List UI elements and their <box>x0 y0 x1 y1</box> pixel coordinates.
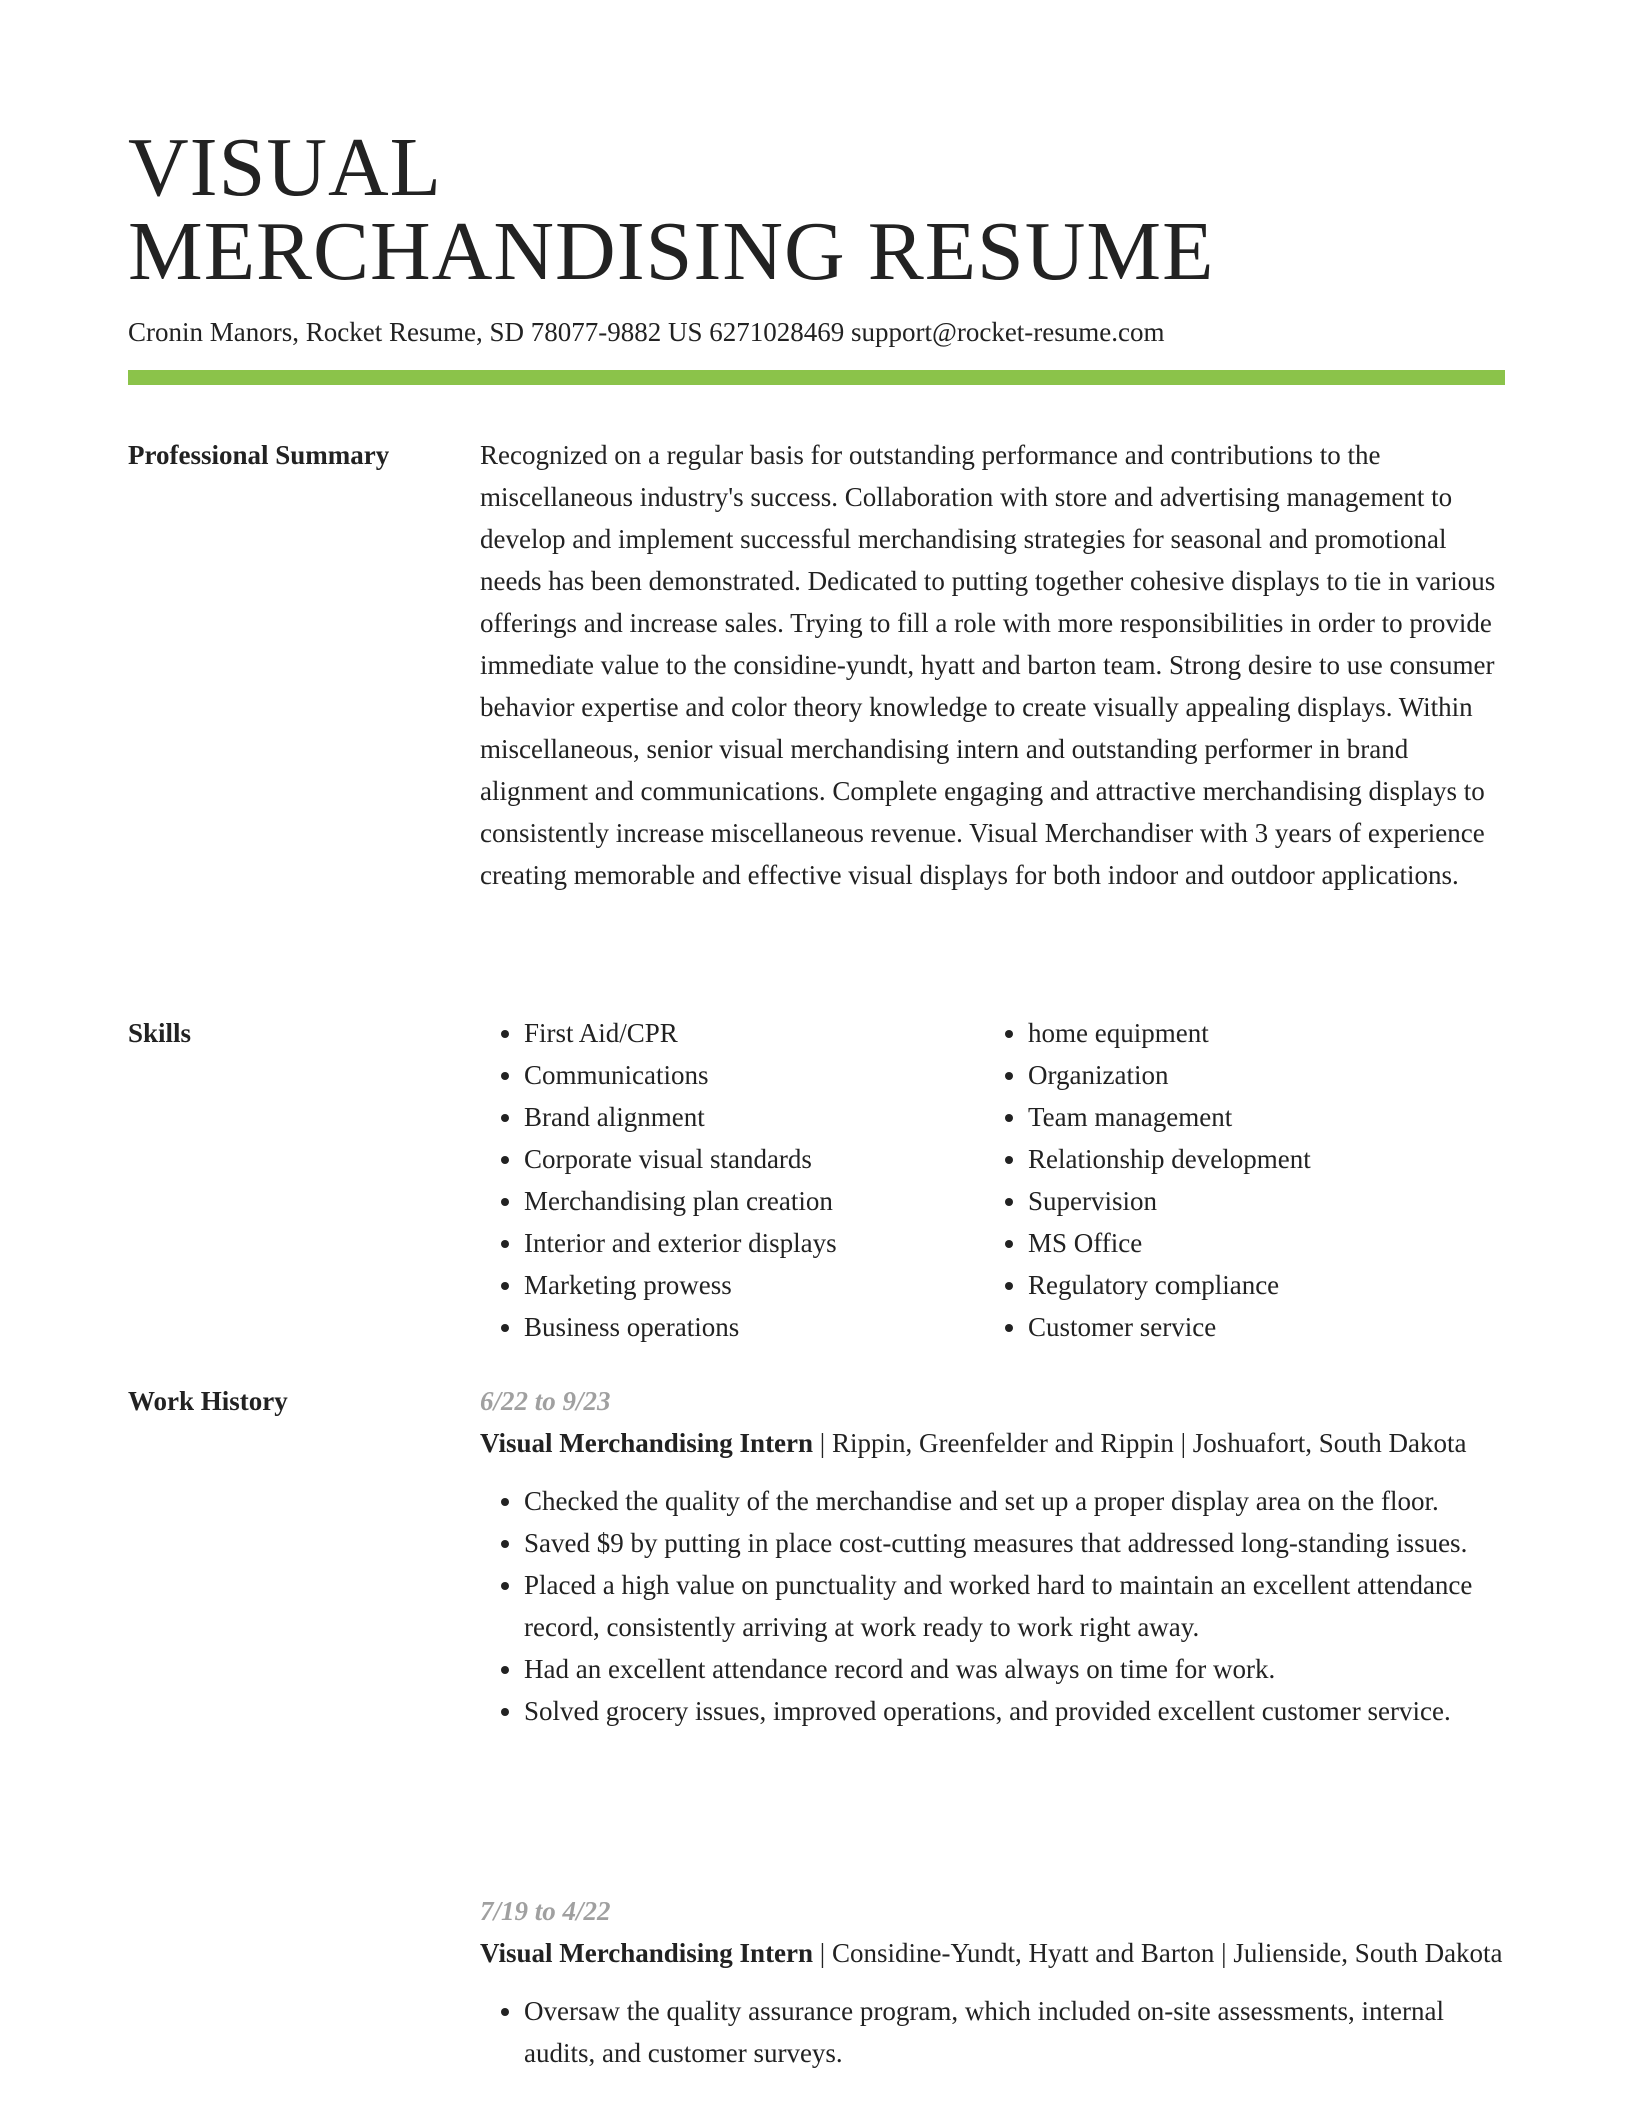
skills-label: Skills <box>128 1018 192 1048</box>
title-line-1: VISUAL <box>128 121 442 214</box>
skill-item: • Brand alignment <box>524 1096 980 1138</box>
job-bullet: • Saved $9 by putting in place cost-cutting measures that addressed long-standing issues. <box>524 1522 1506 1564</box>
summary-text: Recognized on a regular basis for outstanding performance and contributions to the miscellaneous industry's success. Collaboration with store and advertising management to develop and implement successful merchandising strategies for seasonal and promotional needs has been demonstrated. Dedicated to putting together cohesive displays to tie in various offerings and increase sales. Trying to fill a role with more responsibilities in order to provide immediate value to the considine-yundt, hyatt and barton team. Strong desire to use consumer behavior expertise and color theory knowledge to create visually appealing displays. Within miscellaneous, senior visual merchandising intern and outstanding performer in brand alignment and communications. Complete engaging and attractive merchandising displays to consistently increase miscellaneous revenue. Visual Merchandiser with 3 years of experience creating memorable and effective visual displays for both indoor and outdoor applications. <box>480 440 1496 890</box>
skill-item: • Interior and exterior displays <box>524 1222 980 1264</box>
skills-column-left <box>480 1012 980 1348</box>
skill-item: • MS Office <box>1028 1222 1484 1264</box>
job-entry-1 <box>480 1380 1506 1732</box>
job-title: Visual Merchandising Intern <box>480 1428 814 1458</box>
title-line-2: MERCHANDISING RESUME <box>128 205 1215 298</box>
job-dates: 7/19 to 4/22 <box>480 1896 611 1926</box>
skill-item: • Business operations <box>524 1306 980 1348</box>
skill-item: • First Aid/CPR <box>524 1012 980 1054</box>
skills-column-right <box>984 1012 1484 1348</box>
skill-item: • Marketing prowess <box>524 1264 980 1306</box>
job-bullet: • Checked the quality of the merchandise and set up a proper display area on the floor. <box>524 1480 1506 1522</box>
summary-section <box>480 434 1506 896</box>
job-details: | Rippin, Greenfelder and Rippin | Joshuafort, South Dakota <box>813 1428 1467 1458</box>
job-dates: 6/22 to 9/23 <box>480 1386 611 1416</box>
job-heading <box>480 1932 1506 1974</box>
skill-item: • home equipment <box>1028 1012 1484 1054</box>
job-bullet: • Solved grocery issues, improved operations, and provided excellent customer service. <box>524 1690 1506 1732</box>
skill-item: • Team management <box>1028 1096 1484 1138</box>
job-title: Visual Merchandising Intern <box>480 1938 814 1968</box>
job-details: | Considine-Yundt, Hyatt and Barton | Julienside, South Dakota <box>813 1938 1503 1968</box>
skill-item: • Supervision <box>1028 1180 1484 1222</box>
job-bullet: • Placed a high value on punctuality and worked hard to maintain an excellent attendance record, consistently arriving at work ready to work right away. <box>524 1564 1506 1648</box>
accent-divider <box>128 370 1505 385</box>
skill-item: • Communications <box>524 1054 980 1096</box>
skill-item: • Regulatory compliance <box>1028 1264 1484 1306</box>
work-history-label: Work History <box>128 1386 288 1416</box>
skill-item: • Merchandising plan creation <box>524 1180 980 1222</box>
skill-item: • Relationship development <box>1028 1138 1484 1180</box>
skill-item: • Organization <box>1028 1054 1484 1096</box>
skill-item: • Customer service <box>1028 1306 1484 1348</box>
skills-section <box>480 1012 1506 1352</box>
summary-label: Professional Summary <box>128 440 390 470</box>
skill-item: • Corporate visual standards <box>524 1138 980 1180</box>
job-bullet: • Oversaw the quality assurance program, which included on-site assessments, internal audits, and customer surveys. <box>524 1990 1506 2074</box>
job-entry-2 <box>480 1890 1506 2074</box>
contact-line: Cronin Manors, Rocket Resume, SD 78077-9882 US 6271028469 support@rocket-resume.com <box>128 317 1165 347</box>
job-heading <box>480 1422 1506 1464</box>
job-bullet: • Had an excellent attendance record and was always on time for work. <box>524 1648 1506 1690</box>
resume-title <box>128 121 1508 298</box>
